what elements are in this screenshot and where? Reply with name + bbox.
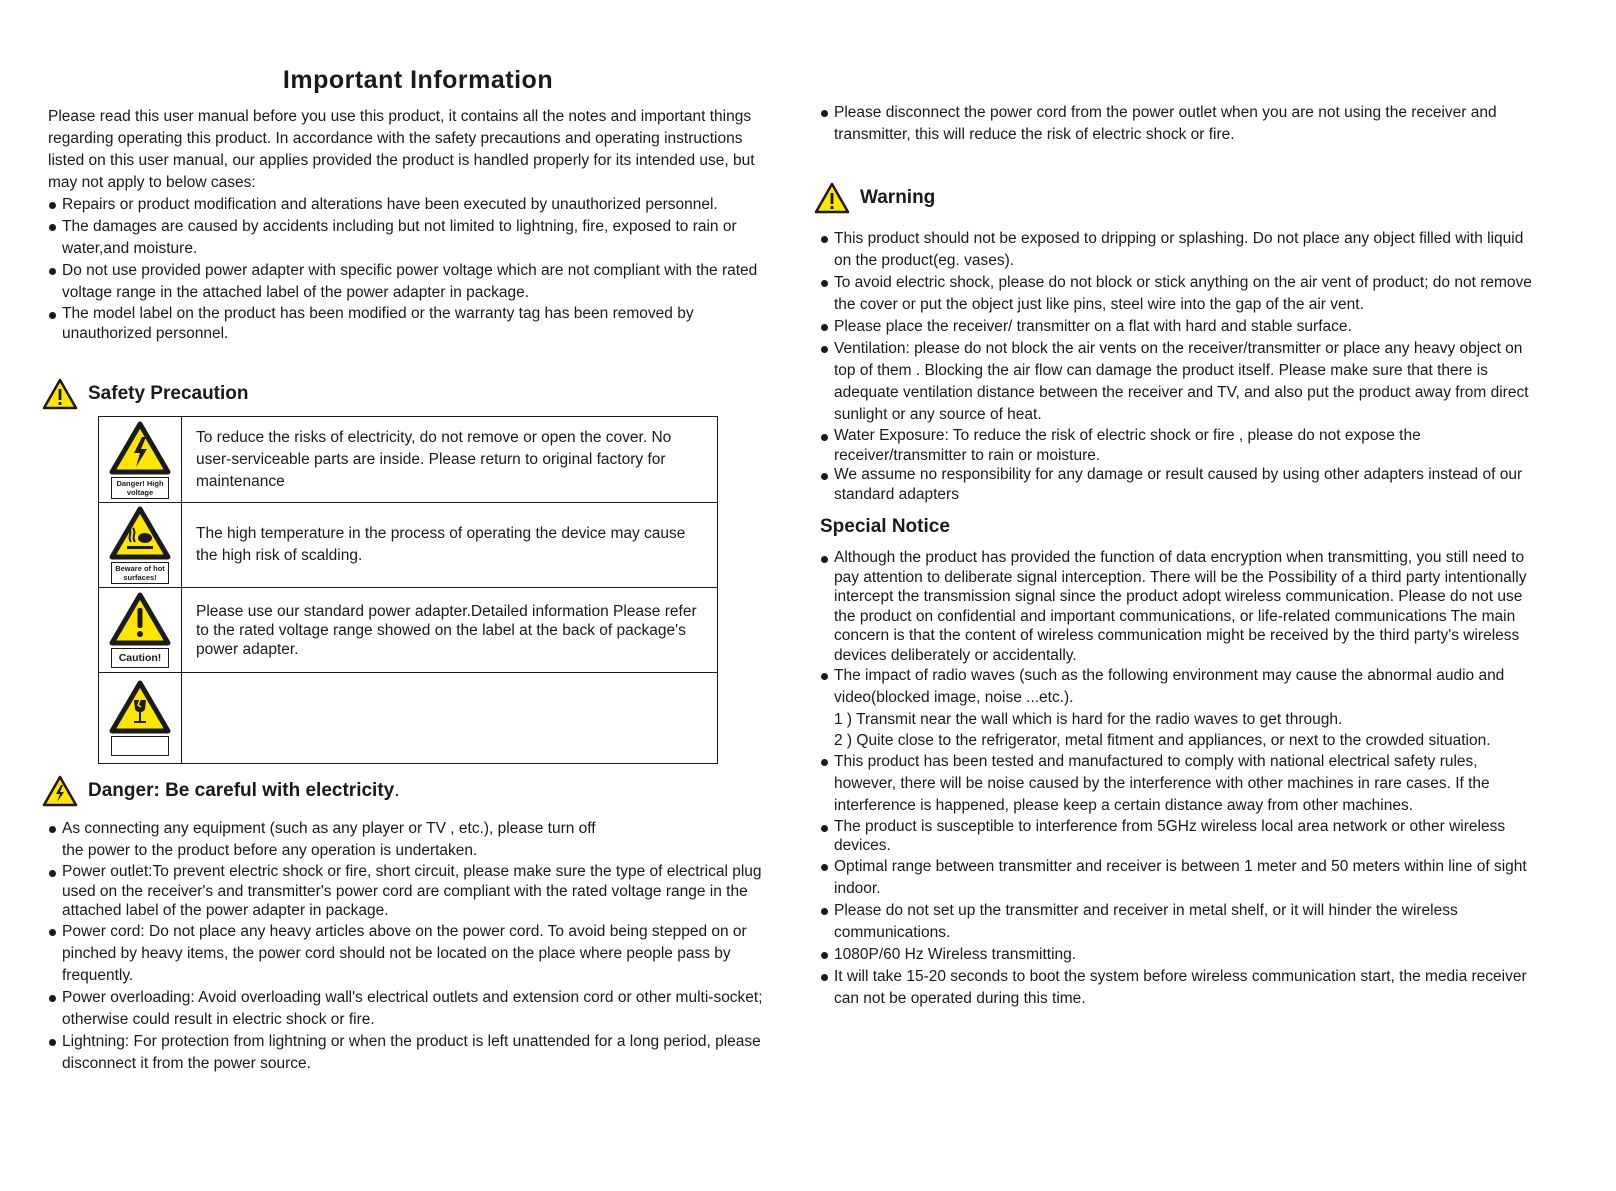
list-item: Do not use provided power adapter with specific power voltage which are not compliant with the rated voltage range in the attached label of the power adapter in package. xyxy=(48,260,768,304)
warning-heading xyxy=(814,182,935,214)
caution-exclamation-icon xyxy=(109,592,171,646)
list-item: Repairs or product modification and alterations have been executed by unauthorized personnel. xyxy=(48,194,768,216)
list-item: Although the product has provided the function of data encryption when transmitting, you still need to pay attention to deliberate signal interception. There will be the Possibility of a third party intentionally intercept the transmission signal since the product adopt wireless communication. Please do not use the product on confidential and important communications, or life-related communications The main concern is that the content of wireless communication might be received by the third party's wireless devices deliberately or accidentally. xyxy=(820,548,1540,665)
list-item: Power cord: Do not place any heavy articles above on the power cord. To avoid being stepped on or pinched by heavy items, the power cord should not be located on the place where people pass by frequently. xyxy=(48,921,768,987)
list-item: It will take 15-20 seconds to boot the system before wireless communication start, the media receiver can not be operated during this time. xyxy=(820,966,1540,1010)
power-disconnect-list xyxy=(820,102,1520,146)
sign-label: Beware of hot surfaces! xyxy=(111,562,169,584)
high-voltage-warning-icon xyxy=(109,421,171,475)
list-item: This product has been tested and manufactured to comply with national electrical safety rules, however, there will be noise caused by the interference with other machines in rare cases. If the interference is happened, please keep a certain distance away from other machines. xyxy=(820,751,1540,817)
warning-list xyxy=(820,228,1540,504)
sub-list-item: 1 ) Transmit near the wall which is hard for the radio waves to get through. xyxy=(834,711,1343,728)
list-item: Please place the receiver/ transmitter on a flat with hard and stable surface. xyxy=(820,316,1540,338)
electric-hazard-icon xyxy=(42,775,78,807)
page-title: Important Information xyxy=(282,66,554,94)
table-row xyxy=(99,503,718,588)
warning-triangle-icon xyxy=(42,378,78,410)
table-cell: Please use our standard power adapter.Detailed information Please refer to the rated voltage range showed on the label at the back of package's power adapter. xyxy=(182,588,718,673)
safety-precaution-table xyxy=(98,416,718,764)
list-item: Power overloading: Avoid overloading wall's electrical outlets and extension cord or other multi-socket; otherwise could result in electric shock or fire. xyxy=(48,987,768,1031)
list-item: Optimal range between transmitter and receiver is between 1 meter and 50 meters within line of sight indoor. xyxy=(820,856,1540,900)
table-cell xyxy=(182,673,718,764)
danger-electricity-heading xyxy=(42,775,400,807)
list-item: The model label on the product has been modified or the warranty tag has been removed by unauthorized personnel. xyxy=(48,304,768,343)
table-cell: To reduce the risks of electricity, do not remove or open the cover. No user-serviceable parts are inside. Please return to original factory for maintenance xyxy=(182,417,718,503)
fragile-glass-warning-icon xyxy=(109,680,171,734)
list-item: We assume no responsibility for any damage or result caused by using other adapters instead of our standard adapters xyxy=(820,465,1540,504)
list-item: The damages are caused by accidents including but not limited to lightning, fire, exposed to rain or water,and moisture. xyxy=(48,216,768,260)
special-notice-list xyxy=(820,548,1540,1010)
sign-label xyxy=(111,736,169,756)
list-item: Lightning: For protection from lightning or when the product is left unattended for a long period, please disconnect it from the power source. xyxy=(48,1031,768,1075)
list-item: Please do not set up the transmitter and receiver in metal shelf, or it will hinder the wireless communications. xyxy=(820,900,1540,944)
table-cell: The high temperature in the process of operating the device may cause the high risk of scalding. xyxy=(182,503,718,588)
list-item: 1080P/60 Hz Wireless transmitting. xyxy=(820,944,1540,966)
list-item: Ventilation: please do not block the air vents on the receiver/transmitter or place any heavy object on top of them . Blocking the air flow can damage the product itself. Please make sure that there is adequate ventilation distance between the receiver and TV, and also put the product away from direct sunlight or any source of heat. xyxy=(820,338,1540,426)
electricity-danger-list xyxy=(48,818,768,1075)
table-row xyxy=(99,417,718,503)
table-row xyxy=(99,673,718,764)
list-item: Power outlet:To prevent electric shock or fire, short circuit, please make sure the type of electrical plug used on the receiver's and transmitter's power cord are compliant with the rated voltage range in the attached label of the power adapter in package. xyxy=(48,862,768,921)
heading-text: Special Notice xyxy=(820,516,950,537)
sign-label: Caution! xyxy=(111,648,169,668)
sub-list-item: 2 ) Quite close to the refrigerator, metal fitment and appliances, or next to the crowded situation. xyxy=(834,732,1491,749)
special-notice-heading xyxy=(820,516,950,538)
sign-label: Danger! High voltage xyxy=(111,477,169,499)
list-item: This product should not be exposed to dripping or splashing. Do not place any object filled with liquid on the product(eg. vases). xyxy=(820,228,1540,272)
list-item: The impact of radio waves (such as the following environment may cause the abnormal audio and video(blocked image, noise ...etc.). 1 ) Transmit near the wall which is hard for the radio waves to get through. 2 ) Quite close to the refrigerator, metal fitment and appliances, or next to the crowded situation. xyxy=(820,665,1540,751)
table-row xyxy=(99,588,718,673)
list-item: To avoid electric shock, please do not block or stick anything on the air vent of product; do not remove the cover or put the object just like pins, steel wire into the gap of the air vent. xyxy=(820,272,1540,316)
list-item: As connecting any equipment (such as any player or TV , etc.), please turn off the power to the product before any operation is undertaken. xyxy=(48,818,768,862)
heading-text: Warning xyxy=(860,187,936,208)
heading-text: Danger: Be careful with electricity. xyxy=(88,780,400,801)
list-item: Please disconnect the power cord from the power outlet when you are not using the receiver and transmitter, this will reduce the risk of electric shock or fire. xyxy=(820,102,1520,146)
list-item: The product is susceptible to interference from 5GHz wireless local area network or other wireless devices. xyxy=(820,817,1540,856)
heading-text: Safety Precaution xyxy=(88,383,249,404)
intro-paragraph: Please read this user manual before you use this product, it contains all the notes and important things regarding operating this product. In accordance with the safety precautions and operating instructions listed on this user manual, our applies provided the product is handled properly for its intended use, but may not apply to below cases: xyxy=(48,108,755,191)
warning-triangle-icon xyxy=(814,182,850,214)
exclusion-cases-list xyxy=(48,194,768,343)
list-item: Water Exposure: To reduce the risk of electric shock or fire , please do not expose the receiver/transmitter to rain or moisture. xyxy=(820,426,1540,465)
safety-precaution-heading xyxy=(42,378,249,410)
hot-surface-warning-icon xyxy=(109,506,171,560)
